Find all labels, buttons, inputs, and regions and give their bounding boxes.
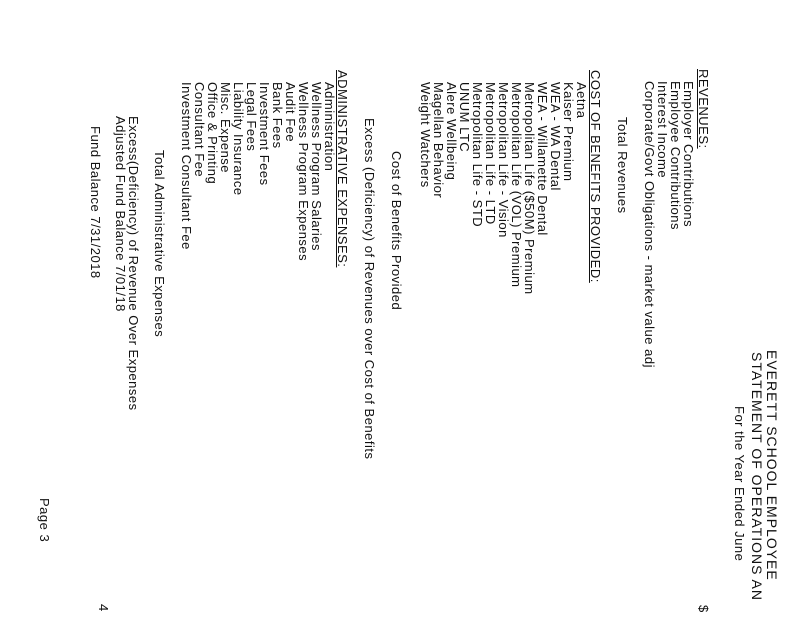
total-admin-label: Total Administrative Expenses [152, 150, 167, 338]
excess-over-benefits-label: Excess (Deficiency) of Revenues over Cost of Benefits [362, 118, 377, 460]
title-line-2: STATEMENT OF OPERATIONS AN [749, 352, 765, 601]
benefit-item: Alere Wellbeing [444, 82, 459, 181]
title-line-3: For the Year Ended June [732, 406, 747, 562]
admin-item: Audit Fee [283, 82, 298, 143]
admin-item: Misc. Expense [218, 82, 233, 174]
revenue-item: Corporate/Govt Obligations - market value adj [642, 81, 657, 368]
cost-of-benefits-label: Cost of Benefits Provided [389, 151, 404, 311]
admin-item: Office & Printing [205, 82, 220, 185]
revenue-item: Interest Income [655, 81, 670, 179]
excess-over-expenses-label: Excess(Deficiency) of Revenue Over Expenses [126, 116, 141, 411]
benefit-item: Metropolitan Life - STD [470, 82, 485, 228]
title-line-1: EVERETT SCHOOL EMPLOYEE [764, 350, 780, 581]
fund-balance-label: Fund Balance 7/31/2018 [88, 126, 103, 279]
benefit-item: WEA - Willamette Dental [535, 82, 550, 236]
benefit-item: Metropolitan Life (VOL) Premium [509, 82, 524, 288]
admin-item: Bank Fees [270, 82, 285, 149]
benefits-heading: COST OF BENEFITS PROVIDED: [588, 70, 603, 283]
total-revenues-label: Total Revenues [615, 117, 630, 214]
admin-item: Wellness Program Salaries [309, 82, 324, 252]
revenue-item: Employer Contributions [681, 81, 696, 228]
benefit-item: Metropolitan Life ($50M) Premium [522, 82, 537, 295]
admin-item: Consultant Fee [192, 82, 207, 178]
benefit-item: Metropolitan Life - LTD [483, 82, 498, 225]
benefit-item: UNUM LTC [457, 82, 472, 153]
revenue-item: Employee Contributions [668, 81, 683, 231]
adjusted-fund-balance-label: Adjusted Fund Balance 7/01/18 [113, 116, 128, 312]
page-label: Page 3 [37, 498, 52, 543]
benefit-item: WEA - WA Dental [548, 82, 563, 191]
admin-item: Investment Consultant Fee [179, 82, 194, 250]
admin-item: Legal Fees [244, 82, 259, 152]
admin-item: Investment Fees [257, 82, 272, 186]
benefit-item: Magellan Behavior [431, 82, 446, 199]
currency-symbol: $ [696, 605, 711, 613]
page-number: 4 [96, 604, 111, 612]
admin-item: Liability Insurance [231, 82, 246, 196]
benefit-item: Kaiser Premium [561, 82, 576, 182]
revenues-heading: REVENUES: [696, 69, 711, 149]
admin-heading: ADMINISTRATIVE EXPENSES: [335, 70, 350, 268]
benefit-item: Aetna [574, 82, 589, 119]
benefit-item: Metropolitan Life - Vision [496, 82, 511, 238]
admin-item: Wellness Program Expenses [296, 82, 311, 262]
admin-item: Administration [322, 82, 337, 172]
benefit-item: Weight Watchers [418, 82, 433, 188]
